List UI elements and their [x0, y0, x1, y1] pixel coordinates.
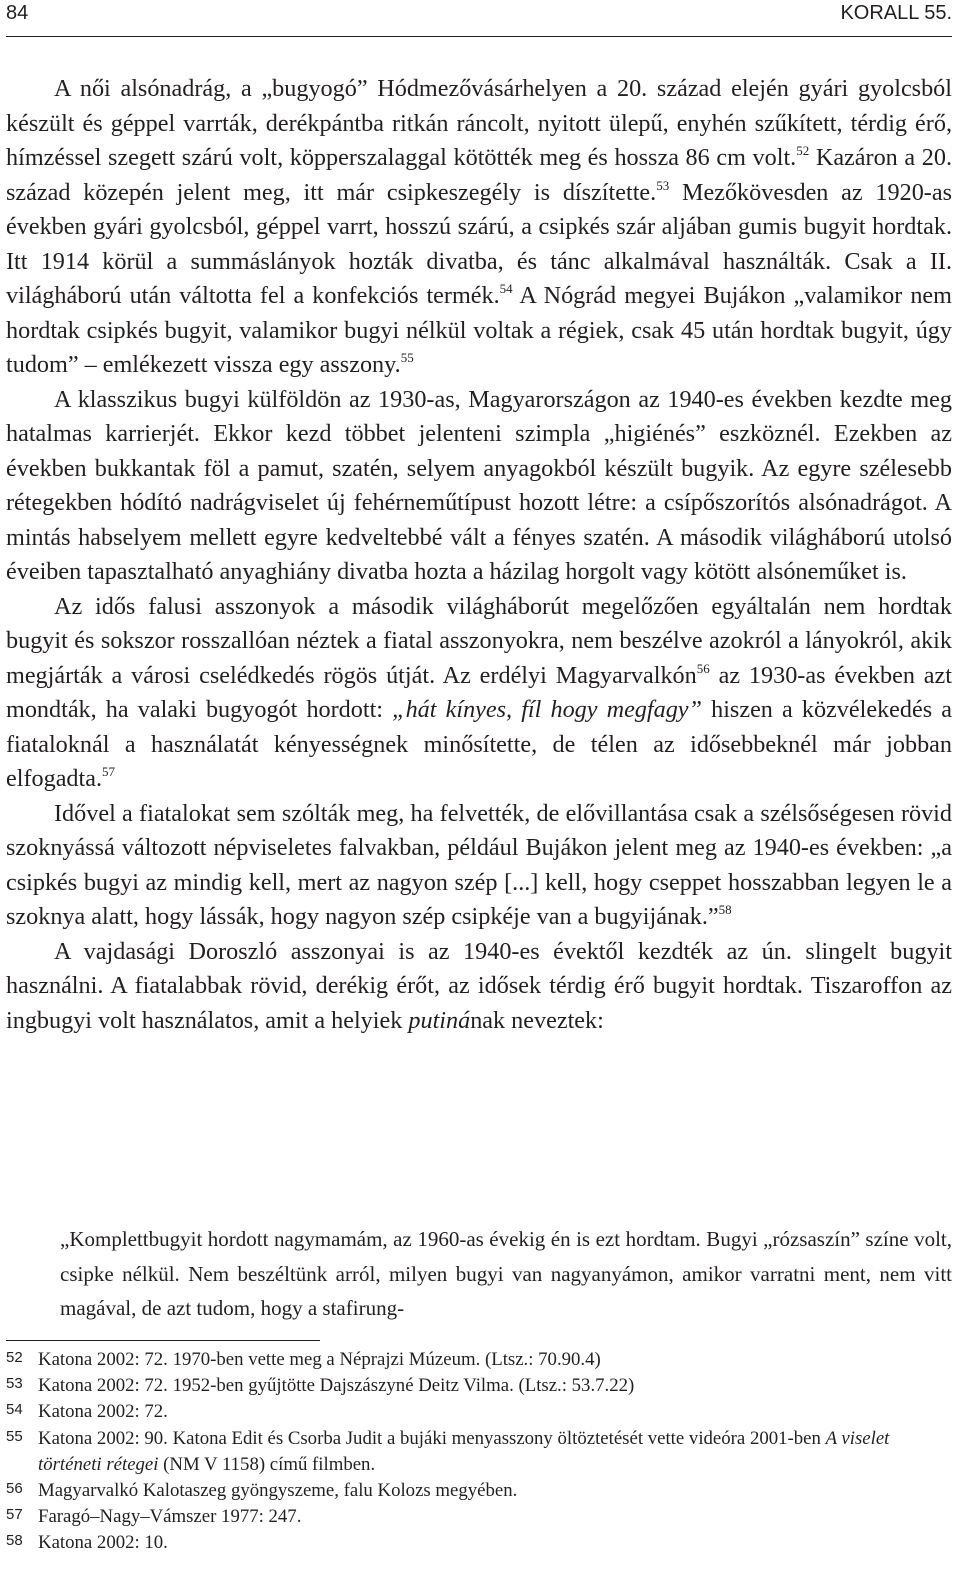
footnote-ref: 58 — [718, 902, 732, 917]
footnote-number: 53 — [6, 1375, 23, 1393]
footnote-ref: 52 — [796, 143, 810, 158]
text-run: Kazáron a 20. század közepén jelent meg, itt már csipkeszegély is díszítette. — [6, 144, 952, 206]
text-run: Katona 2002: 90. Katona Edit és Csorba Judit a bujáki menyasszony öltöztetését vette videóra 2001-ben — [38, 1427, 826, 1449]
block-quote — [60, 1222, 952, 1326]
footnote — [6, 1530, 952, 1556]
italic-text: putiná — [408, 1006, 471, 1034]
text-run: Katona 2002: 72. 1970-ben vette meg a Néprajzi Múzeum. (Ltsz.: 70.90.4) — [38, 1349, 601, 1370]
journal-title: KORALL 55. — [840, 2, 952, 24]
text-run: (NM V 1158) című filmben. — [158, 1453, 376, 1475]
text-run: A klasszikus bugyi külföldön az 1930-as, Magyarországon az 1940-es években kezdte meg hatalmas karrierjét. Ekkor kezd többet jelenteni szimpla „higiénés” eszköznél. Ezekben az években bukkantak föl a pamut, szatén, selyem anyagokból készült bugyik. Az egyre szélesebb rétegekben hódító nadrágviselet új fehérneműtípust hozott létre: a csípőszorítós alsónadrágot. A mintás habselyem mellett egyre kedveltebbé vált a fényes szatén. A második világháború utolsó éveiben tapasztalható anyaghiány divatba hozta a házilag horgolt vagy kötött alsóneműket is. — [6, 385, 952, 585]
footnote-ref: 55 — [400, 350, 414, 365]
footnote — [6, 1504, 952, 1530]
text-run: Katona 2002: 72. 1952-ben gyűjtötte Dajszászyné Deitz Vilma. (Ltsz.: 53.7.22) — [38, 1375, 635, 1397]
paragraph — [6, 72, 952, 383]
footnote — [6, 1399, 952, 1425]
footnote-number: 55 — [6, 1427, 23, 1445]
footnote-number: 58 — [6, 1532, 23, 1550]
footnote-number: 56 — [6, 1480, 23, 1498]
text-run: az 1930-as években azt mondták, ha valaki bugyogót hordott: — [6, 661, 952, 723]
italic-text: „hát kínyes, fíl hogy megfagy” — [392, 696, 702, 723]
main-text — [6, 72, 952, 1038]
page-number: 84 — [6, 2, 29, 24]
quote-text: „Komplettbugyit hordott nagymamám, az 1960-as évekig én is ezt hordtam. Bugyi „rózsaszín” színe volt, csipke nélkül. Nem beszéltünk arról, milyen bugyi van nagyanyámon, amikor varratni ment, nem vitt magával, de azt tudom, hogy a stafirung- — [60, 1227, 952, 1320]
footnote — [6, 1347, 952, 1373]
text-run: A Nógrád megyei Bujákon „valamikor nem hordtak csipkés bugyit, valamikor bugyi nélkül voltak a régiek, csak 45 után hordtak bugyit, úgy tudom” – emlékezett vissza egy asszony. — [6, 282, 952, 378]
text-run: Katona 2002: 10. — [38, 1532, 168, 1554]
footnote — [6, 1478, 952, 1504]
running-header — [6, 0, 952, 37]
text-run: Magyarvalkó Kalotaszeg gyöngyszeme, falu Kolozs megyében. — [38, 1480, 518, 1502]
footnotes — [6, 1347, 952, 1557]
text-run: Katona 2002: 72. — [38, 1401, 168, 1423]
text-run: nak neveztek: — [470, 1006, 604, 1034]
text-run: A vajdasági Doroszló asszonyai is az 1940-es évektől kezdték az ún. slingelt bugyit használni. A fiatalabbak rövid, derékig érőt, az idősek térdig érő bugyit hordtak. Tiszaroffon az ingbugyi volt használatos, amit a helyiek — [6, 937, 952, 1034]
paragraph — [6, 383, 952, 590]
text-run: hiszen a közvélekedés a fiataloknál a használatát kényességnek minősítette, de télen az idősebbeknél már jobban elfogadta. — [6, 696, 952, 792]
footnote — [6, 1426, 952, 1478]
text-run: A női alsónadrág, a „bugyogó” Hódmezővásárhelyen a 20. század elején gyári gyolcsból készült és géppel varrták, derékpántba ritkán ráncolt, nyitott ülepű, enyhén szűkített, térdig érő, hímzéssel szegett szárú volt, köpperszalaggal kötötték meg és hossza 86 cm volt. — [6, 75, 952, 171]
footnote-number: 52 — [6, 1349, 23, 1366]
footnote-ref: 54 — [499, 281, 513, 296]
paragraph — [6, 590, 952, 797]
footnote-ref: 56 — [696, 660, 710, 676]
paragraph — [6, 935, 952, 1039]
text-run: Az idős falusi asszonyok a második világháborút megelőzően egyáltalán nem hordtak bugyit és sokszor rosszallóan néztek a fiatal asszonyokra, nem beszélve azokról a lányokról, akik megjárták a városi cselédkedés rögös útját. Az erdélyi Magyarvalkón — [6, 592, 952, 689]
footnote-separator — [6, 1340, 320, 1341]
footnote-number: 57 — [6, 1506, 23, 1524]
footnote-ref: 57 — [102, 764, 116, 779]
footnote — [6, 1373, 952, 1399]
footnote-ref: 53 — [656, 177, 670, 193]
text-run: Idővel a fiatalokat sem szólták meg, ha felvették, de elővillantása csak a szélsőségesen rövid szoknyássá változott népviseletes falvakban, például Bujákon jelent meg az 1940-es években: „a csipkés bugyi az mindig kell, mert az nagyon szép [...] kell, hogy cseppet hosszabban legyen le a szoknya alatt, hogy lássák, hogy nagyon szép csipkéje van a bugyijának.” — [6, 799, 952, 930]
footnote-number: 54 — [6, 1401, 23, 1419]
text-run: Mezőkövesden az 1920-as években gyári gyolcsból, géppel varrt, hosszú szárú, a csipkés szár aljában gumis bugyit hordtak. Itt 1914 körül a summáslányok hozták divatba, és tánc alkalmával használták. Csak a II. világháború után váltotta fel a konfekciós termék. — [6, 178, 952, 309]
paragraph — [6, 797, 952, 935]
italic-text: A viselet történeti rétegei — [38, 1427, 890, 1475]
text-run: Faragó–Nagy–Vámszer 1977: 247. — [38, 1506, 302, 1528]
